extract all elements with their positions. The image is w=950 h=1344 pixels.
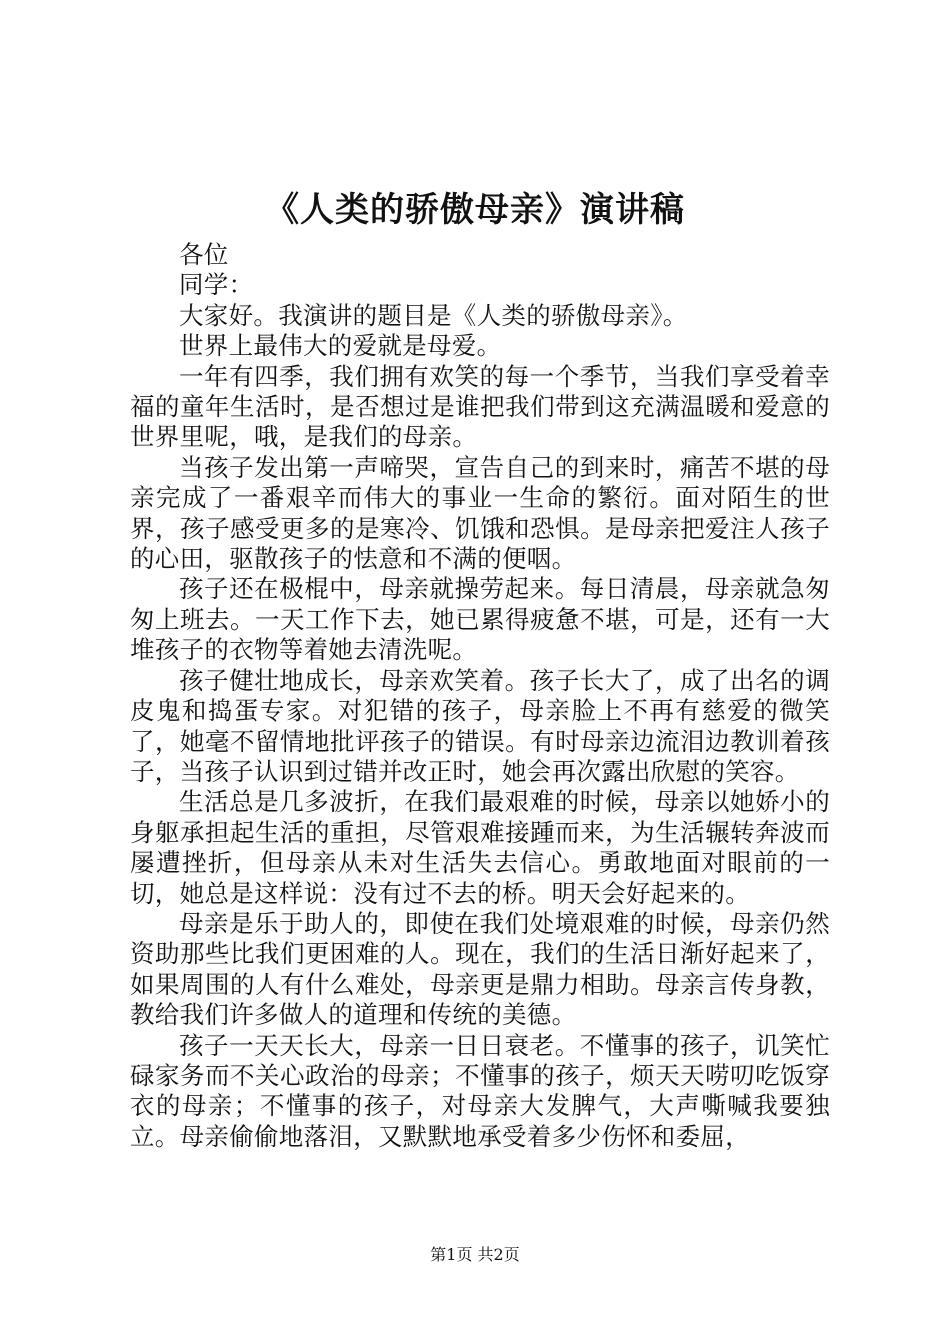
paragraph: 一年有四季，我们拥有欢笑的每一个季节，当我们享受着幸福的童年生活时，是否想过是谁把我们带到这充满温暖和爱意的世界里呢，哦，是我们的母亲。 xyxy=(130,361,830,452)
paragraph: 母亲是乐于助人的，即使在我们处境艰难的时候，母亲仍然资助那些比我们更困难的人。现在，我们的生活日渐好起来了，如果周围的人有什么难处，母亲更是鼎力相助。母亲言传身教，教给我们许多做人的道理和传统的美德。 xyxy=(130,908,830,1030)
paragraph: 孩子健壮地成长，母亲欢笑着。孩子长大了，成了出名的调皮鬼和捣蛋专家。对犯错的孩子，母亲脸上不再有慈爱的微笑了，她毫不留情地批评孩子的错误。有时母亲边流泪边教训着孩子，当孩子认识到过错并改正时，她会再次露出欣慰的笑容。 xyxy=(130,665,830,786)
paragraph: 孩子还在极棍中，母亲就操劳起来。每日清晨，母亲就急匆匆上班去。一天工作下去，她已累得疲惫不堪，可是，还有一大堆孩子的衣物等着她去清洗呢。 xyxy=(130,574,830,665)
document-title: 《人类的骄傲母亲》演讲稿 xyxy=(265,190,685,230)
paragraph: 孩子一天天长大，母亲一日日衰老。不懂事的孩子，讥笑忙碌家务而不关心政治的母亲；不懂事的孩子，烦天天唠叨吃饭穿衣的母亲；不懂事的孩子，对母亲大发脾气，大声嘶喊我要独立。母亲偷偷地落泪，又默默地承受着多少伤怀和委屈， xyxy=(130,1030,830,1151)
paragraph: 当孩子发出第一声啼哭，宣告自己的到来时，痛苦不堪的母亲完成了一番艰辛而伟大的事业一生命的繁衍。面对陌生的世界，孩子感受更多的是寒冷、饥饿和恐惧。是母亲把爱注人孩子的心田，驱散孩子的怯意和不满的便咽。 xyxy=(130,452,830,574)
page-footer: 第1页 共2页 xyxy=(430,1245,520,1264)
paragraph: 生活总是几多波折，在我们最艰难的时候，母亲以她娇小的身躯承担起生活的重担，尽管艰难接踵而来，为生活辗转奔波而屡遭挫折，但母亲从未对生活失去信心。勇敢地面对眼前的一切，她总是这样说：没有过不去的桥。明天会好起来的。 xyxy=(130,787,830,908)
salutation-line-2: 同学： xyxy=(179,270,254,300)
salutation-line-1: 各位 xyxy=(179,240,229,269)
paragraph: 世界上最伟大的爱就是母爱。 xyxy=(179,331,502,361)
paragraph: 大家好。我演讲的题目是《人类的骄傲母亲》。 xyxy=(179,300,688,330)
document-body xyxy=(130,240,830,1152)
